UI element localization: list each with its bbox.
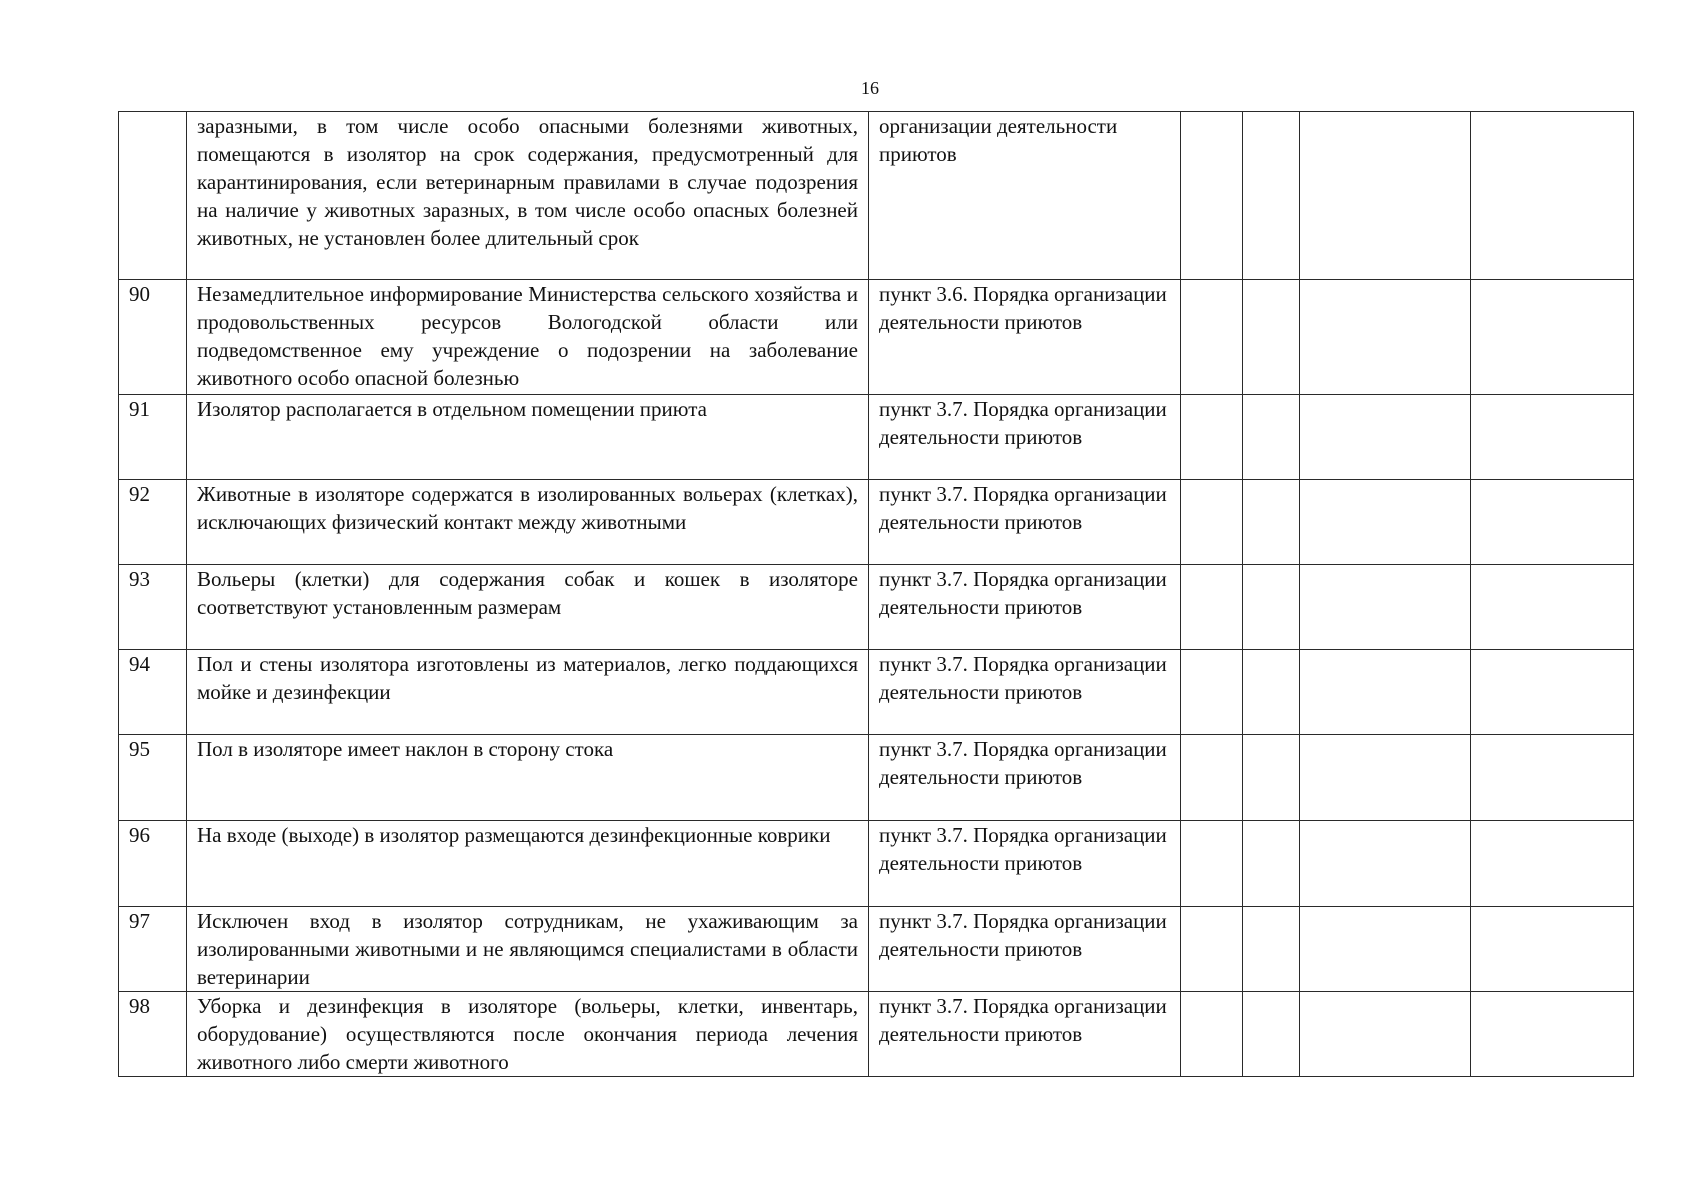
page-number: 16	[861, 78, 879, 98]
checklist-table	[118, 111, 1634, 1077]
answer-na-cell	[1300, 565, 1471, 650]
table-row	[119, 565, 1634, 650]
answer-yes-cell	[1181, 992, 1243, 1077]
legal-reference: пункт 3.7. Порядка организации деятельности приютов	[869, 650, 1181, 735]
answer-yes-cell	[1181, 395, 1243, 480]
requirement-text: заразными, в том числе особо опасными болезнями животных, помещаются в изолятор на срок содержания, предусмотренный для карантинирования, если ветеринарным правилами в случае подозрения на наличие у животных заразных, в том числе особо опасных болезней животных, не установлен более длительный срок	[187, 112, 869, 280]
requirement-text: Исключен вход в изолятор сотрудникам, не ухаживающим за изолированными животными и не являющимся специалистами в области ветеринарии	[187, 907, 869, 992]
answer-no-cell	[1243, 565, 1300, 650]
answer-no-cell	[1243, 112, 1300, 280]
answer-no-cell	[1243, 735, 1300, 821]
answer-na-cell	[1300, 907, 1471, 992]
answer-yes-cell	[1181, 565, 1243, 650]
legal-reference: пункт 3.7. Порядка организации деятельности приютов	[869, 821, 1181, 907]
legal-reference: пункт 3.7. Порядка организации деятельности приютов	[869, 907, 1181, 992]
answer-yes-cell	[1181, 735, 1243, 821]
row-number: 97	[119, 907, 187, 992]
answer-no-cell	[1243, 480, 1300, 565]
notes-cell	[1471, 480, 1634, 565]
requirement-text: На входе (выходе) в изолятор размещаются дезинфекционные коврики	[187, 821, 869, 907]
answer-no-cell	[1243, 821, 1300, 907]
legal-reference: пункт 3.7. Порядка организации деятельности приютов	[869, 395, 1181, 480]
table-row	[119, 907, 1634, 992]
notes-cell	[1471, 735, 1634, 821]
answer-no-cell	[1243, 395, 1300, 480]
requirement-text: Пол в изоляторе имеет наклон в сторону стока	[187, 735, 869, 821]
answer-no-cell	[1243, 650, 1300, 735]
row-number	[119, 112, 187, 280]
row-number: 95	[119, 735, 187, 821]
answer-na-cell	[1300, 821, 1471, 907]
answer-na-cell	[1300, 480, 1471, 565]
requirement-text: Пол и стены изолятора изготовлены из материалов, легко поддающихся мойке и дезинфекции	[187, 650, 869, 735]
table-row	[119, 280, 1634, 395]
table-row	[119, 480, 1634, 565]
answer-no-cell	[1243, 280, 1300, 395]
legal-reference: пункт 3.7. Порядка организации деятельности приютов	[869, 565, 1181, 650]
answer-na-cell	[1300, 280, 1471, 395]
notes-cell	[1471, 565, 1634, 650]
answer-yes-cell	[1181, 650, 1243, 735]
requirement-text: Незамедлительное информирование Министерства сельского хозяйства и продовольственных ресурсов Вологодской области или подведомственное ему учреждение о подозрении на заболевание животного особо опасной болезнью	[187, 280, 869, 395]
legal-reference: пункт 3.7. Порядка организации деятельности приютов	[869, 992, 1181, 1077]
row-number: 92	[119, 480, 187, 565]
legal-reference: организации деятельности приютов	[869, 112, 1181, 280]
answer-no-cell	[1243, 992, 1300, 1077]
answer-na-cell	[1300, 650, 1471, 735]
row-number: 90	[119, 280, 187, 395]
answer-no-cell	[1243, 907, 1300, 992]
table-row	[119, 112, 1634, 280]
requirement-text: Уборка и дезинфекция в изоляторе (вольеры, клетки, инвентарь, оборудование) осуществляются после окончания периода лечения животного либо смерти животного	[187, 992, 869, 1077]
requirement-text: Изолятор располагается в отдельном помещении приюта	[187, 395, 869, 480]
table-row	[119, 650, 1634, 735]
answer-yes-cell	[1181, 821, 1243, 907]
answer-yes-cell	[1181, 280, 1243, 395]
table-row	[119, 735, 1634, 821]
answer-na-cell	[1300, 735, 1471, 821]
answer-na-cell	[1300, 992, 1471, 1077]
answer-na-cell	[1300, 395, 1471, 480]
row-number: 91	[119, 395, 187, 480]
requirement-text: Вольеры (клетки) для содержания собак и кошек в изоляторе соответствуют установленным размерам	[187, 565, 869, 650]
requirement-text: Животные в изоляторе содержатся в изолированных вольерах (клетках), исключающих физический контакт между животными	[187, 480, 869, 565]
row-number: 93	[119, 565, 187, 650]
notes-cell	[1471, 907, 1634, 992]
notes-cell	[1471, 280, 1634, 395]
answer-yes-cell	[1181, 907, 1243, 992]
notes-cell	[1471, 992, 1634, 1077]
legal-reference: пункт 3.7. Порядка организации деятельности приютов	[869, 735, 1181, 821]
row-number: 98	[119, 992, 187, 1077]
legal-reference: пункт 3.6. Порядка организации деятельности приютов	[869, 280, 1181, 395]
table-row	[119, 395, 1634, 480]
answer-na-cell	[1300, 112, 1471, 280]
legal-reference: пункт 3.7. Порядка организации деятельности приютов	[869, 480, 1181, 565]
answer-yes-cell	[1181, 480, 1243, 565]
notes-cell	[1471, 395, 1634, 480]
row-number: 96	[119, 821, 187, 907]
notes-cell	[1471, 821, 1634, 907]
notes-cell	[1471, 112, 1634, 280]
notes-cell	[1471, 650, 1634, 735]
answer-yes-cell	[1181, 112, 1243, 280]
table-row	[119, 821, 1634, 907]
table-row	[119, 992, 1634, 1077]
row-number: 94	[119, 650, 187, 735]
